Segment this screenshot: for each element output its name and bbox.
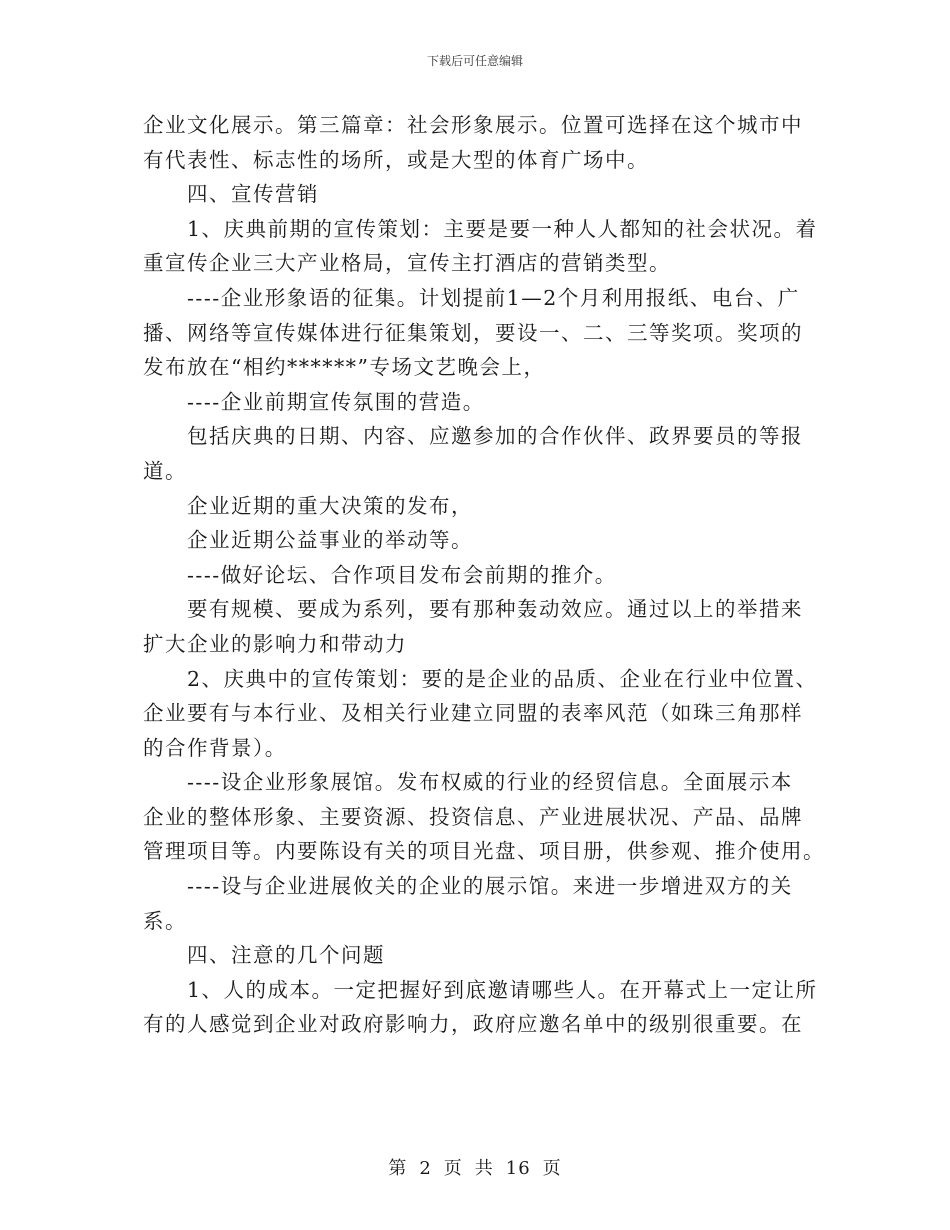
current-page-number: 2: [419, 1158, 432, 1179]
body-line: 2、庆典中的宣传策划：要的是企业的品质、企业在行业中位置、: [187, 666, 818, 691]
page-footer: [0, 1154, 950, 1180]
body-line: 要有规模、要成为系列，要有那种轰动效应。通过以上的举措来: [187, 597, 803, 622]
body-line: 扩大企业的影响力和带动力: [143, 631, 407, 656]
body-line: 企业近期公益事业的举动等。: [187, 528, 473, 553]
body-line: 企业要有与本行业、及相关行业建立同盟的表率风范（如珠三角那样: [143, 701, 803, 726]
body-line: 系。: [143, 908, 187, 933]
body-line: 有代表性、标志性的场所，或是大型的体育广场中。: [143, 147, 649, 172]
body-line: 发布放在“相约******”专场文艺晚会上，: [143, 355, 546, 380]
body-line: 道。: [143, 458, 187, 483]
page-label-prefix: 第: [388, 1158, 408, 1179]
total-pages-number: 16: [505, 1158, 531, 1179]
section-heading: 四、注意的几个问题: [187, 943, 385, 968]
body-line: 企业近期的重大决策的发布，: [187, 493, 473, 518]
body-line: 有的人感觉到企业对政府影响力，政府应邀名单中的级别很重要。在: [143, 1012, 803, 1037]
body-line: 1、人的成本。一定把握好到底邀请哪些人。在开幕式上一定让所: [187, 977, 818, 1002]
page-label-suffix: 页: [542, 1158, 562, 1179]
body-line: 播、网络等宣传媒体进行征集策划，要设一、二、三等奖项。奖项的: [143, 320, 803, 345]
body-line: 包括庆典的日期、内容、应邀参加的合作伙伴、政界要员的等报: [187, 424, 803, 449]
body-line: 1、庆典前期的宣传策划：主要是要一种人人都知的社会状况。着: [187, 216, 818, 241]
body-line: ----企业前期宣传氛围的营造。: [187, 389, 485, 414]
body-line: ----做好论坛、合作项目发布会前期的推介。: [187, 562, 617, 587]
body-line: ----设企业形象展馆。发布权威的行业的经贸信息。全面展示本: [187, 770, 793, 795]
body-line: 重宣传企业三大产业格局，宣传主打酒店的营销类型。: [143, 251, 671, 276]
page-header: 下载后可任意编辑: [426, 54, 523, 68]
body-line: 企业文化展示。第三篇章：社会形象展示。位置可选择在这个城市中: [143, 113, 803, 137]
body-line: 管理项目等。内要陈设有关的项目光盘、项目册，供参观、推介使用。: [143, 839, 825, 864]
page-label-mid: 页: [443, 1158, 463, 1179]
document-body: [143, 108, 825, 1042]
section-heading: 四、宣传营销: [187, 182, 319, 207]
total-label: 共: [474, 1158, 494, 1179]
body-line: ----设与企业进展攸关的企业的展示馆。来进一步增进双方的关: [187, 874, 793, 899]
body-line: 企业的整体形象、主要资源、投资信息、产业进展状况、产品、品牌: [143, 804, 803, 829]
body-line: 的合作背景）。: [143, 735, 287, 760]
body-line: ----企业形象语的征集。计划提前1—2个月利用报纸、电台、广: [187, 285, 800, 310]
